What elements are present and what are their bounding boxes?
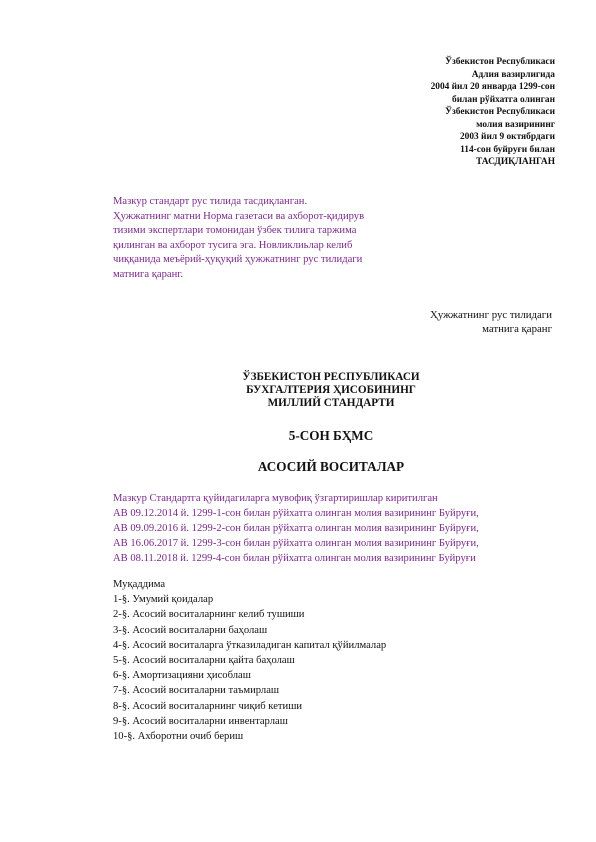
standard-title-line: МИЛЛИЙ СТАНДАРТИ xyxy=(267,396,395,409)
amendment-line: Мазкур Стандартга қуйидагиларга мувофиқ ўзгартиришлар киритилган xyxy=(113,493,438,504)
toc-item[interactable]: 8-§. Асосий воситаларнинг чиқиб кетиши xyxy=(113,700,303,712)
approval-line: молия вазирининг xyxy=(476,119,555,130)
approval-line: 114-сон буйруғи билан xyxy=(460,144,555,155)
see-russian-line: Ҳужжатнинг рус тилидаги xyxy=(430,309,552,321)
approval-stamp-block xyxy=(325,56,555,169)
see-russian-text-link[interactable] xyxy=(332,308,552,337)
see-russian-line: матнига қаранг xyxy=(482,323,552,336)
table-of-contents xyxy=(113,577,553,744)
toc-item[interactable]: 2-§. Асосий воситаларнинг келиб тушиши xyxy=(113,609,305,621)
toc-item[interactable]: 10-§. Ахборотни очиб бериш xyxy=(113,731,244,743)
toc-item[interactable]: 1-§. Умумий қоидалар xyxy=(113,594,214,606)
note-line: Ҳужжатнинг матни Норма газетаси ва ахборот-қидирув xyxy=(113,210,365,222)
toc-item[interactable]: 7-§. Асосий воситаларни таъмирлаш xyxy=(113,685,280,697)
toc-item[interactable]: 3-§. Асосий воситаларни баҳолаш xyxy=(113,624,268,636)
amendment-link[interactable]: АВ 09.09.2016 й. 1299-2-сон билан рўйхатга олинган молия вазирининг Буйруғи, xyxy=(113,523,479,534)
amendment-link[interactable]: АВ 08.11.2018 й. 1299-4-сон билан рўйхатга олинган молия вазирининг Буйруғи xyxy=(113,553,476,564)
toc-item[interactable]: 4-§. Асосий воситаларга ўтказиладиган капитал қўйилмалар xyxy=(113,639,387,651)
note-line: матнига қаранг. xyxy=(113,268,184,280)
standard-number: 5-СОН БҲМС xyxy=(288,428,374,443)
approval-line: Ўзбекистон Республикаси xyxy=(445,57,555,67)
approval-line: 2003 йил 9 октябрдаги xyxy=(459,132,555,142)
note-line: тизими экспертлари томонидан ўзбек тилига таржима xyxy=(113,225,357,237)
toc-item-intro[interactable]: Муқаддима xyxy=(113,579,166,590)
note-line: Мазкур стандарт рус тилида тасдиқланган. xyxy=(113,196,308,207)
note-line: қилинган ва ахборот тусига эга. Новликлиьлар келиб xyxy=(113,239,353,251)
note-line: чиққанида меъёрий-ҳуқуқий ҳужжатнинг рус тилидаги xyxy=(113,254,363,266)
amendments-block xyxy=(113,491,553,566)
approval-line: Адлия вазирлигида xyxy=(471,69,555,80)
toc-item[interactable]: 6-§. Амортизацияни ҳисоблаш xyxy=(113,670,251,682)
standard-title-line: БУХГАЛТЕРИЯ ҲИСОБИНИНГ xyxy=(246,383,416,396)
approval-line: билан рўйхатга олинган xyxy=(452,94,555,105)
toc-item[interactable]: 9-§. Асосий воситаларни инвентарлаш xyxy=(113,715,288,727)
standard-name: АСОСИЙ ВОСИТАЛАР xyxy=(257,459,405,474)
toc-item[interactable]: 5-§. Асосий воситаларни қайта баҳолаш xyxy=(113,655,295,667)
approval-line: 2004 йил 20 январда 1299-сон xyxy=(430,82,555,92)
standard-title-line: ЎЗБЕКИСТОН РЕСПУБЛИКАСИ xyxy=(242,371,420,383)
approval-line: Ўзбекистон Республикаси xyxy=(445,107,555,117)
amendment-link[interactable]: АВ 09.12.2014 й. 1299-1-сон билан рўйхатга олинган молия вазирининг Буйруғи, xyxy=(113,508,479,519)
amendment-link[interactable]: АВ 16.06.2017 й. 1299-3-сон билан рўйхатга олинган молия вазирининг Буйруғи, xyxy=(113,538,479,549)
standard-title xyxy=(113,371,549,409)
translation-note xyxy=(113,195,443,283)
approval-line: ТАСДИҚЛАНГАН xyxy=(476,157,555,167)
